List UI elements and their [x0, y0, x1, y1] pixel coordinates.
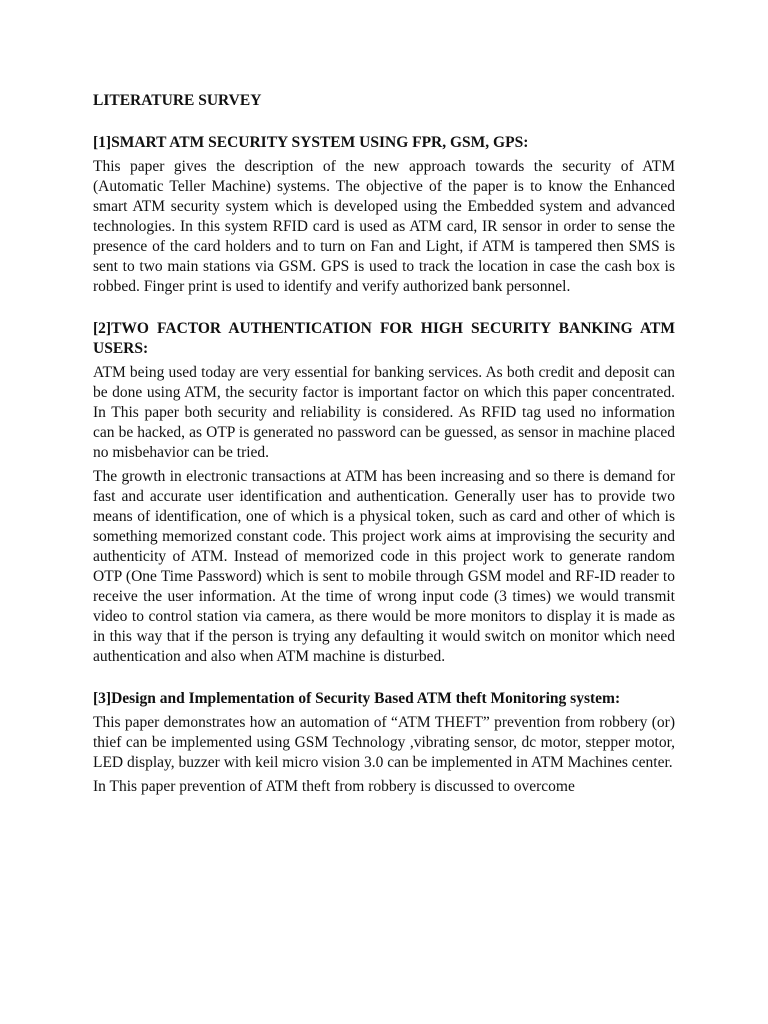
- paragraph: This paper demonstrates how an automation of “ATM THEFT” prevention from robbery (or) thief can be implemented using GSM Technology ,vibrating sensor, dc motor, stepper motor, LED display, buzzer with keil micro vision 3.0 can be implemented in ATM Machines center.: [93, 714, 675, 771]
- section-heading: [3]Design and Implementation of Security Based ATM theft Monitoring system:: [93, 690, 621, 707]
- paragraph: The growth in electronic transactions at ATM has been increasing and so there is demand for fast and accurate user identification and authentication. Generally user has to provide two means of identification, one of which is a physical token, such as card and other of which is something memorized constant code. This project work aims at improvising the security and authenticity of ATM. Instead of memorized code in this project work to generate random OTP (One Time Password) which is sent to mobile through GSM model and RF-ID reader to receive the user information. At the time of wrong input code (3 times) we would transmit video to control station via camera, as there would be more monitors to display it is made as in this way that if the person is trying any defaulting it would switch on monitor which need authentication and also when ATM machine is disturbed.: [93, 468, 675, 665]
- section-2: [93, 319, 675, 667]
- paragraph: In This paper prevention of ATM theft from robbery is discussed to overcome: [93, 778, 575, 795]
- section-heading: [1]SMART ATM SECURITY SYSTEM USING FPR, GSM, GPS:: [93, 134, 529, 151]
- section-heading: [2]TWO FACTOR AUTHENTICATION FOR HIGH SECURITY BANKING ATM USERS:: [93, 320, 675, 357]
- section-1: [93, 133, 675, 297]
- paragraph: ATM being used today are very essential for banking services. As both credit and deposit can be done using ATM, the security factor is important factor on which this paper concentrated. In This paper both security and reliability is considered. As RFID tag used no information can be hacked, as OTP is generated no password can be guessed, as sensor in machine placed no misbehavior can be tried.: [93, 364, 675, 461]
- paragraph: This paper gives the description of the new approach towards the security of ATM (Automatic Teller Machine) systems. The objective of the paper is to know the Enhanced smart ATM security system which is developed using the Embedded system and advanced technologies. In this system RFID card is used as ATM card, IR sensor in order to sense the presence of the card holders and to turn on Fan and Light, if ATM is tampered then SMS is sent to two main stations via GSM. GPS is used to track the location in case the cash box is robbed. Finger print is used to identify and verify authorized bank personnel.: [93, 158, 675, 295]
- document-page: [93, 91, 675, 819]
- page-title: LITERATURE SURVEY: [93, 92, 262, 109]
- section-3: [93, 689, 675, 797]
